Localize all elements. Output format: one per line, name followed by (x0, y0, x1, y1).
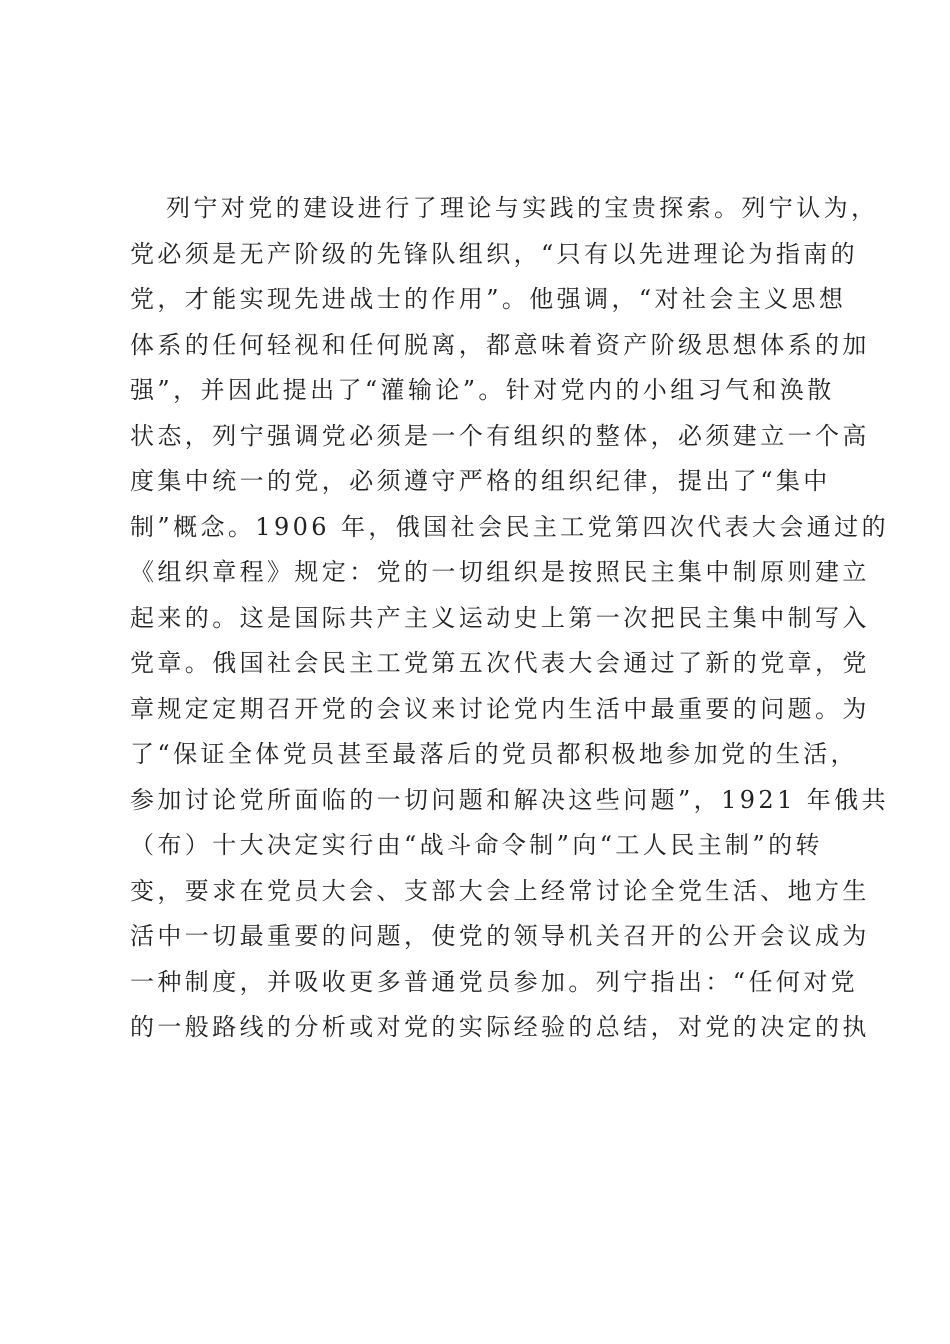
paragraph-line: 的一般路线的分析或对党的实际经验的总结，对党的决定的执 (130, 1013, 870, 1041)
paragraph-line: 度集中统一的党，必须遵守严格的组织纪律，提出了“集中 (130, 467, 831, 495)
paragraph-line: 一种制度，并吸收更多普通党员参加。列宁指出：“任何对党 (130, 967, 859, 996)
paragraph-line: 活中一切最重要的问题，使党的领导机关召开的公开会议成为 (130, 922, 870, 950)
paragraph-line: 制”概念。1906 年，俄国社会民主工党第四次代表大会通过的 (130, 512, 889, 541)
paragraph-line: 党章。俄国社会民主工党第五次代表大会通过了新的党章，党 (130, 649, 870, 677)
paragraph-line: 参加讨论党所面临的一切问题和解决这些问题”，1921 年俄共 (130, 785, 889, 814)
paragraph-line: 党，才能实现先进战士的作用”。他强调，“对社会主义思想 (130, 285, 847, 313)
body-paragraph (130, 186, 889, 1051)
paragraph-line: （布）十大决定实行由“战斗命令制”向“工人民主制”的转 (130, 831, 823, 859)
paragraph-line: 章规定定期召开党的会议来讨论党内生活中最重要的问题。为 (130, 694, 870, 723)
paragraph-line: 体系的任何轻视和任何脱离，都意味着资产阶级思想体系的加 (130, 330, 870, 359)
paragraph-line: 《组织章程》规定：党的一切组织是按照民主集中制原则建立 (130, 558, 870, 586)
paragraph-line: 变，要求在党员大会、支部大会上经常讨论全党生活、地方生 (130, 876, 870, 905)
paragraph-line: 起来的。这是国际共产主义运动史上第一次把民主集中制写入 (130, 603, 870, 632)
paragraph-line: 强”，并因此提出了“灌输论”。针对党内的小组习气和涣散 (130, 376, 835, 404)
paragraph-line: 状态，列宁强调党必须是一个有组织的整体，必须建立一个高 (130, 421, 870, 450)
paragraph-line: 列宁对党的建设进行了理论与实践的宝贵探索。列宁认为， (166, 194, 879, 222)
paragraph-line: 党必须是无产阶级的先锋队组织，“只有以先进理论为指南的 (130, 239, 859, 268)
paragraph-line: 了“保证全体党员甚至最落后的党员都积极地参加党的生活， (130, 740, 859, 768)
